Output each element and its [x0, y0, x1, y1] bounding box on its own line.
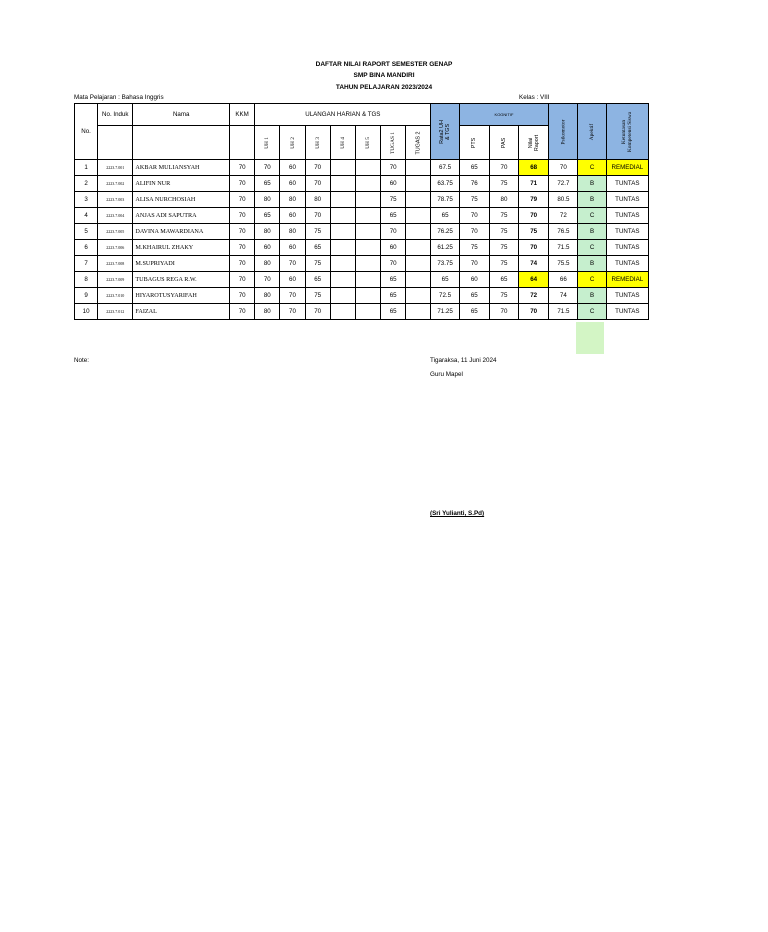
class-label: Kelas : VIII [519, 94, 550, 101]
header-uh2: UH 2 [280, 126, 305, 160]
report-grade: 75 [519, 224, 549, 240]
uh5-score [355, 288, 380, 304]
kkm-value: 70 [230, 256, 255, 272]
report-grade: 70 [519, 240, 549, 256]
table-row [75, 192, 649, 208]
row-no: 5 [75, 224, 98, 240]
pas-score: 75 [489, 176, 518, 192]
pts-score: 70 [459, 256, 489, 272]
report-grade: 71 [519, 176, 549, 192]
table-row [75, 288, 649, 304]
tugas1-score: 70 [381, 256, 406, 272]
kkm-value: 70 [230, 240, 255, 256]
student-name: M.KHAIRUL ZHAKY [133, 240, 230, 256]
student-name: AKBAR MULIANSYAH [133, 160, 230, 176]
header-uh3: UH 3 [305, 126, 330, 160]
header-rata2: Rata2 UH & TGS [431, 104, 459, 160]
student-name: TUBAGUS REGA R.W. [133, 272, 230, 288]
row-no: 1 [75, 160, 98, 176]
kkm-value: 70 [230, 272, 255, 288]
completion-status: TUNTAS [606, 288, 648, 304]
student-name: DAVINA MAWARDIANA [133, 224, 230, 240]
report-grade: 74 [519, 256, 549, 272]
header-nama-blank [133, 126, 230, 160]
student-name: ANJAS ADI SAPUTRA [133, 208, 230, 224]
completion-status: REMEDIAL [606, 272, 648, 288]
tugas2-score [406, 176, 431, 192]
tugas2-score [406, 160, 431, 176]
uh4-score [330, 272, 355, 288]
tugas1-score: 65 [381, 288, 406, 304]
subject-label: Mata Pelajaran : Bahasa Inggris [74, 94, 164, 101]
uh4-score [330, 160, 355, 176]
teacher-role: Guru Mapel [430, 371, 463, 378]
header-nilai-raport: Nilai Raport [519, 126, 549, 160]
tugas1-score: 60 [381, 176, 406, 192]
row-no: 4 [75, 208, 98, 224]
psikomotor-score: 75.5 [549, 256, 578, 272]
apektif-grade: B [578, 192, 606, 208]
row-no: 10 [75, 304, 98, 320]
uh5-score [355, 224, 380, 240]
uh3-score: 75 [305, 256, 330, 272]
note-label: Note: [74, 357, 90, 364]
psikomotor-score: 72.7 [549, 176, 578, 192]
report-grade: 70 [519, 304, 549, 320]
tugas1-score: 65 [381, 272, 406, 288]
average-score: 67.5 [431, 160, 459, 176]
student-name: ALISA NURCHOSIAH [133, 192, 230, 208]
student-name: FAIZAL [133, 304, 230, 320]
uh3-score: 75 [305, 288, 330, 304]
header-psikomotor: Psikomotor [549, 104, 578, 160]
student-name: M.SUPRIYADI [133, 256, 230, 272]
school-name: SMP BINA MANDIRI [353, 72, 415, 79]
student-id: 2223.7.001 [98, 160, 133, 176]
header-ulangan: ULANGAN HARIAN & TGS [255, 104, 431, 126]
student-id: 2223.7.002 [98, 176, 133, 192]
completion-status: TUNTAS [606, 256, 648, 272]
row-no: 2 [75, 176, 98, 192]
uh2-score: 70 [280, 256, 305, 272]
pas-score: 75 [489, 224, 518, 240]
report-grade: 72 [519, 288, 549, 304]
average-score: 65 [431, 208, 459, 224]
uh4-score [330, 304, 355, 320]
table-row [75, 176, 649, 192]
student-id: 2223.7.010 [98, 288, 133, 304]
student-id: 2223.7.006 [98, 240, 133, 256]
kkm-value: 70 [230, 192, 255, 208]
row-no: 3 [75, 192, 98, 208]
header-apektif: Apektif [578, 104, 606, 160]
apektif-grade: C [578, 304, 606, 320]
pts-score: 60 [459, 272, 489, 288]
report-title: DAFTAR NILAI RAPORT SEMESTER GENAP [315, 61, 453, 68]
pas-score: 70 [489, 304, 518, 320]
student-id: 2223.7.008 [98, 256, 133, 272]
table-row [75, 256, 649, 272]
kkm-value: 70 [230, 160, 255, 176]
table-row [75, 240, 649, 256]
pts-score: 75 [459, 240, 489, 256]
tugas2-score [406, 224, 431, 240]
average-score: 61.25 [431, 240, 459, 256]
tugas1-score: 65 [381, 304, 406, 320]
uh5-score [355, 240, 380, 256]
uh2-score: 60 [280, 272, 305, 288]
uh2-score: 60 [280, 208, 305, 224]
report-grade: 68 [519, 160, 549, 176]
tugas2-score [406, 288, 431, 304]
uh1-score: 70 [255, 160, 280, 176]
table-row [75, 272, 649, 288]
header-nama: Nama [133, 104, 230, 126]
row-no: 8 [75, 272, 98, 288]
uh5-score [355, 304, 380, 320]
pas-score: 75 [489, 288, 518, 304]
average-score: 73.75 [431, 256, 459, 272]
uh4-score [330, 192, 355, 208]
apektif-grade: C [578, 160, 606, 176]
student-id: 2223.7.004 [98, 208, 133, 224]
pts-score: 70 [459, 208, 489, 224]
uh5-score [355, 160, 380, 176]
pas-score: 75 [489, 240, 518, 256]
header-kkm-blank [230, 126, 255, 160]
tugas2-score [406, 192, 431, 208]
grade-table [74, 103, 649, 320]
tugas2-score [406, 304, 431, 320]
uh4-score [330, 176, 355, 192]
psikomotor-score: 80.5 [549, 192, 578, 208]
uh3-score: 70 [305, 176, 330, 192]
tugas1-score: 70 [381, 224, 406, 240]
place-date: Tigaraksa, 11 Juni 2024 [430, 357, 497, 364]
completion-status: REMEDIAL [606, 160, 648, 176]
uh1-score: 70 [255, 272, 280, 288]
uh1-score: 80 [255, 256, 280, 272]
tugas1-score: 70 [381, 160, 406, 176]
table-row [75, 224, 649, 240]
pts-score: 65 [459, 160, 489, 176]
table-row [75, 304, 649, 320]
psikomotor-score: 71.5 [549, 240, 578, 256]
uh3-score: 75 [305, 224, 330, 240]
uh3-score: 65 [305, 240, 330, 256]
tugas2-score [406, 272, 431, 288]
header-uh1: UH 1 [255, 126, 280, 160]
psikomotor-score: 66 [549, 272, 578, 288]
psikomotor-score: 70 [549, 160, 578, 176]
uh4-score [330, 208, 355, 224]
completion-status: TUNTAS [606, 304, 648, 320]
header-uh5: UH 5 [355, 126, 380, 160]
uh1-score: 80 [255, 224, 280, 240]
completion-status: TUNTAS [606, 240, 648, 256]
header-pts: PTS [459, 126, 489, 160]
header-no-induk-blank [98, 126, 133, 160]
uh4-score [330, 224, 355, 240]
average-score: 71.25 [431, 304, 459, 320]
header-uh4: UH 4 [330, 126, 355, 160]
uh2-score: 70 [280, 304, 305, 320]
uh4-score [330, 240, 355, 256]
pts-score: 65 [459, 304, 489, 320]
kkm-value: 70 [230, 224, 255, 240]
kkm-value: 70 [230, 176, 255, 192]
completion-status: TUNTAS [606, 224, 648, 240]
student-name: HIYAROTUSYARIFAH [133, 288, 230, 304]
report-grade: 70 [519, 208, 549, 224]
header-pas: PAS [489, 126, 518, 160]
completion-status: TUNTAS [606, 192, 648, 208]
apektif-grade: C [578, 240, 606, 256]
uh2-score: 60 [280, 240, 305, 256]
student-id: 2223.7.012 [98, 304, 133, 320]
average-score: 72.5 [431, 288, 459, 304]
uh2-score: 70 [280, 288, 305, 304]
uh1-score: 80 [255, 304, 280, 320]
tugas1-score: 65 [381, 208, 406, 224]
student-id: 2223.7.009 [98, 272, 133, 288]
report-grade: 64 [519, 272, 549, 288]
uh2-score: 80 [280, 224, 305, 240]
pas-score: 75 [489, 256, 518, 272]
pas-score: 70 [489, 160, 518, 176]
apektif-grade: B [578, 176, 606, 192]
uh1-score: 80 [255, 288, 280, 304]
header-tugas1: TUGAS 1 [381, 126, 406, 160]
psikomotor-score: 74 [549, 288, 578, 304]
student-name: ALIFIN NUR [133, 176, 230, 192]
apektif-grade: C [578, 272, 606, 288]
pts-score: 75 [459, 192, 489, 208]
kkm-value: 70 [230, 208, 255, 224]
average-score: 65 [431, 272, 459, 288]
uh5-score [355, 256, 380, 272]
header-tugas2: TUGAS 2 [406, 126, 431, 160]
average-score: 76.25 [431, 224, 459, 240]
row-no: 9 [75, 288, 98, 304]
apektif-grade: B [578, 288, 606, 304]
uh4-score [330, 256, 355, 272]
psikomotor-score: 76.5 [549, 224, 578, 240]
tugas1-score: 75 [381, 192, 406, 208]
average-score: 78.75 [431, 192, 459, 208]
tugas1-score: 60 [381, 240, 406, 256]
uh1-score: 65 [255, 208, 280, 224]
teacher-signature-name: (Sri Yulianti, S.Pd) [430, 510, 485, 517]
uh3-score: 80 [305, 192, 330, 208]
uh2-score: 60 [280, 160, 305, 176]
pts-score: 70 [459, 224, 489, 240]
academic-year: TAHUN PELAJARAN 2023/2024 [335, 84, 433, 91]
completion-status: TUNTAS [606, 176, 648, 192]
apektif-highlight-extension [576, 322, 604, 354]
table-row [75, 208, 649, 224]
uh3-score: 70 [305, 160, 330, 176]
pts-score: 76 [459, 176, 489, 192]
apektif-grade: B [578, 224, 606, 240]
kkm-value: 70 [230, 288, 255, 304]
uh1-score: 65 [255, 176, 280, 192]
kkm-value: 70 [230, 304, 255, 320]
psikomotor-score: 71.5 [549, 304, 578, 320]
student-id: 2223.7.005 [98, 224, 133, 240]
uh5-score [355, 176, 380, 192]
uh4-score [330, 288, 355, 304]
uh1-score: 60 [255, 240, 280, 256]
uh5-score [355, 272, 380, 288]
average-score: 63.75 [431, 176, 459, 192]
psikomotor-score: 72 [549, 208, 578, 224]
uh1-score: 80 [255, 192, 280, 208]
header-no: No. [75, 104, 98, 160]
uh5-score [355, 208, 380, 224]
uh5-score [355, 192, 380, 208]
tugas2-score [406, 256, 431, 272]
uh2-score: 80 [280, 192, 305, 208]
uh2-score: 60 [280, 176, 305, 192]
uh3-score: 65 [305, 272, 330, 288]
uh3-score: 70 [305, 208, 330, 224]
header-ketuntasan: Ketuntasan Kompetensi Siswa [606, 104, 648, 160]
row-no: 6 [75, 240, 98, 256]
report-grade: 79 [519, 192, 549, 208]
apektif-grade: B [578, 256, 606, 272]
pts-score: 65 [459, 288, 489, 304]
header-kkm: KKM [230, 104, 255, 126]
pas-score: 65 [489, 272, 518, 288]
student-id: 2223.7.003 [98, 192, 133, 208]
table-row [75, 160, 649, 176]
tugas2-score [406, 240, 431, 256]
pas-score: 75 [489, 208, 518, 224]
pas-score: 80 [489, 192, 518, 208]
apektif-grade: C [578, 208, 606, 224]
tugas2-score [406, 208, 431, 224]
header-no-induk: No. Induk [98, 104, 133, 126]
completion-status: TUNTAS [606, 208, 648, 224]
uh3-score: 70 [305, 304, 330, 320]
header-kognitif: KOGNITIF [459, 104, 549, 126]
row-no: 7 [75, 256, 98, 272]
